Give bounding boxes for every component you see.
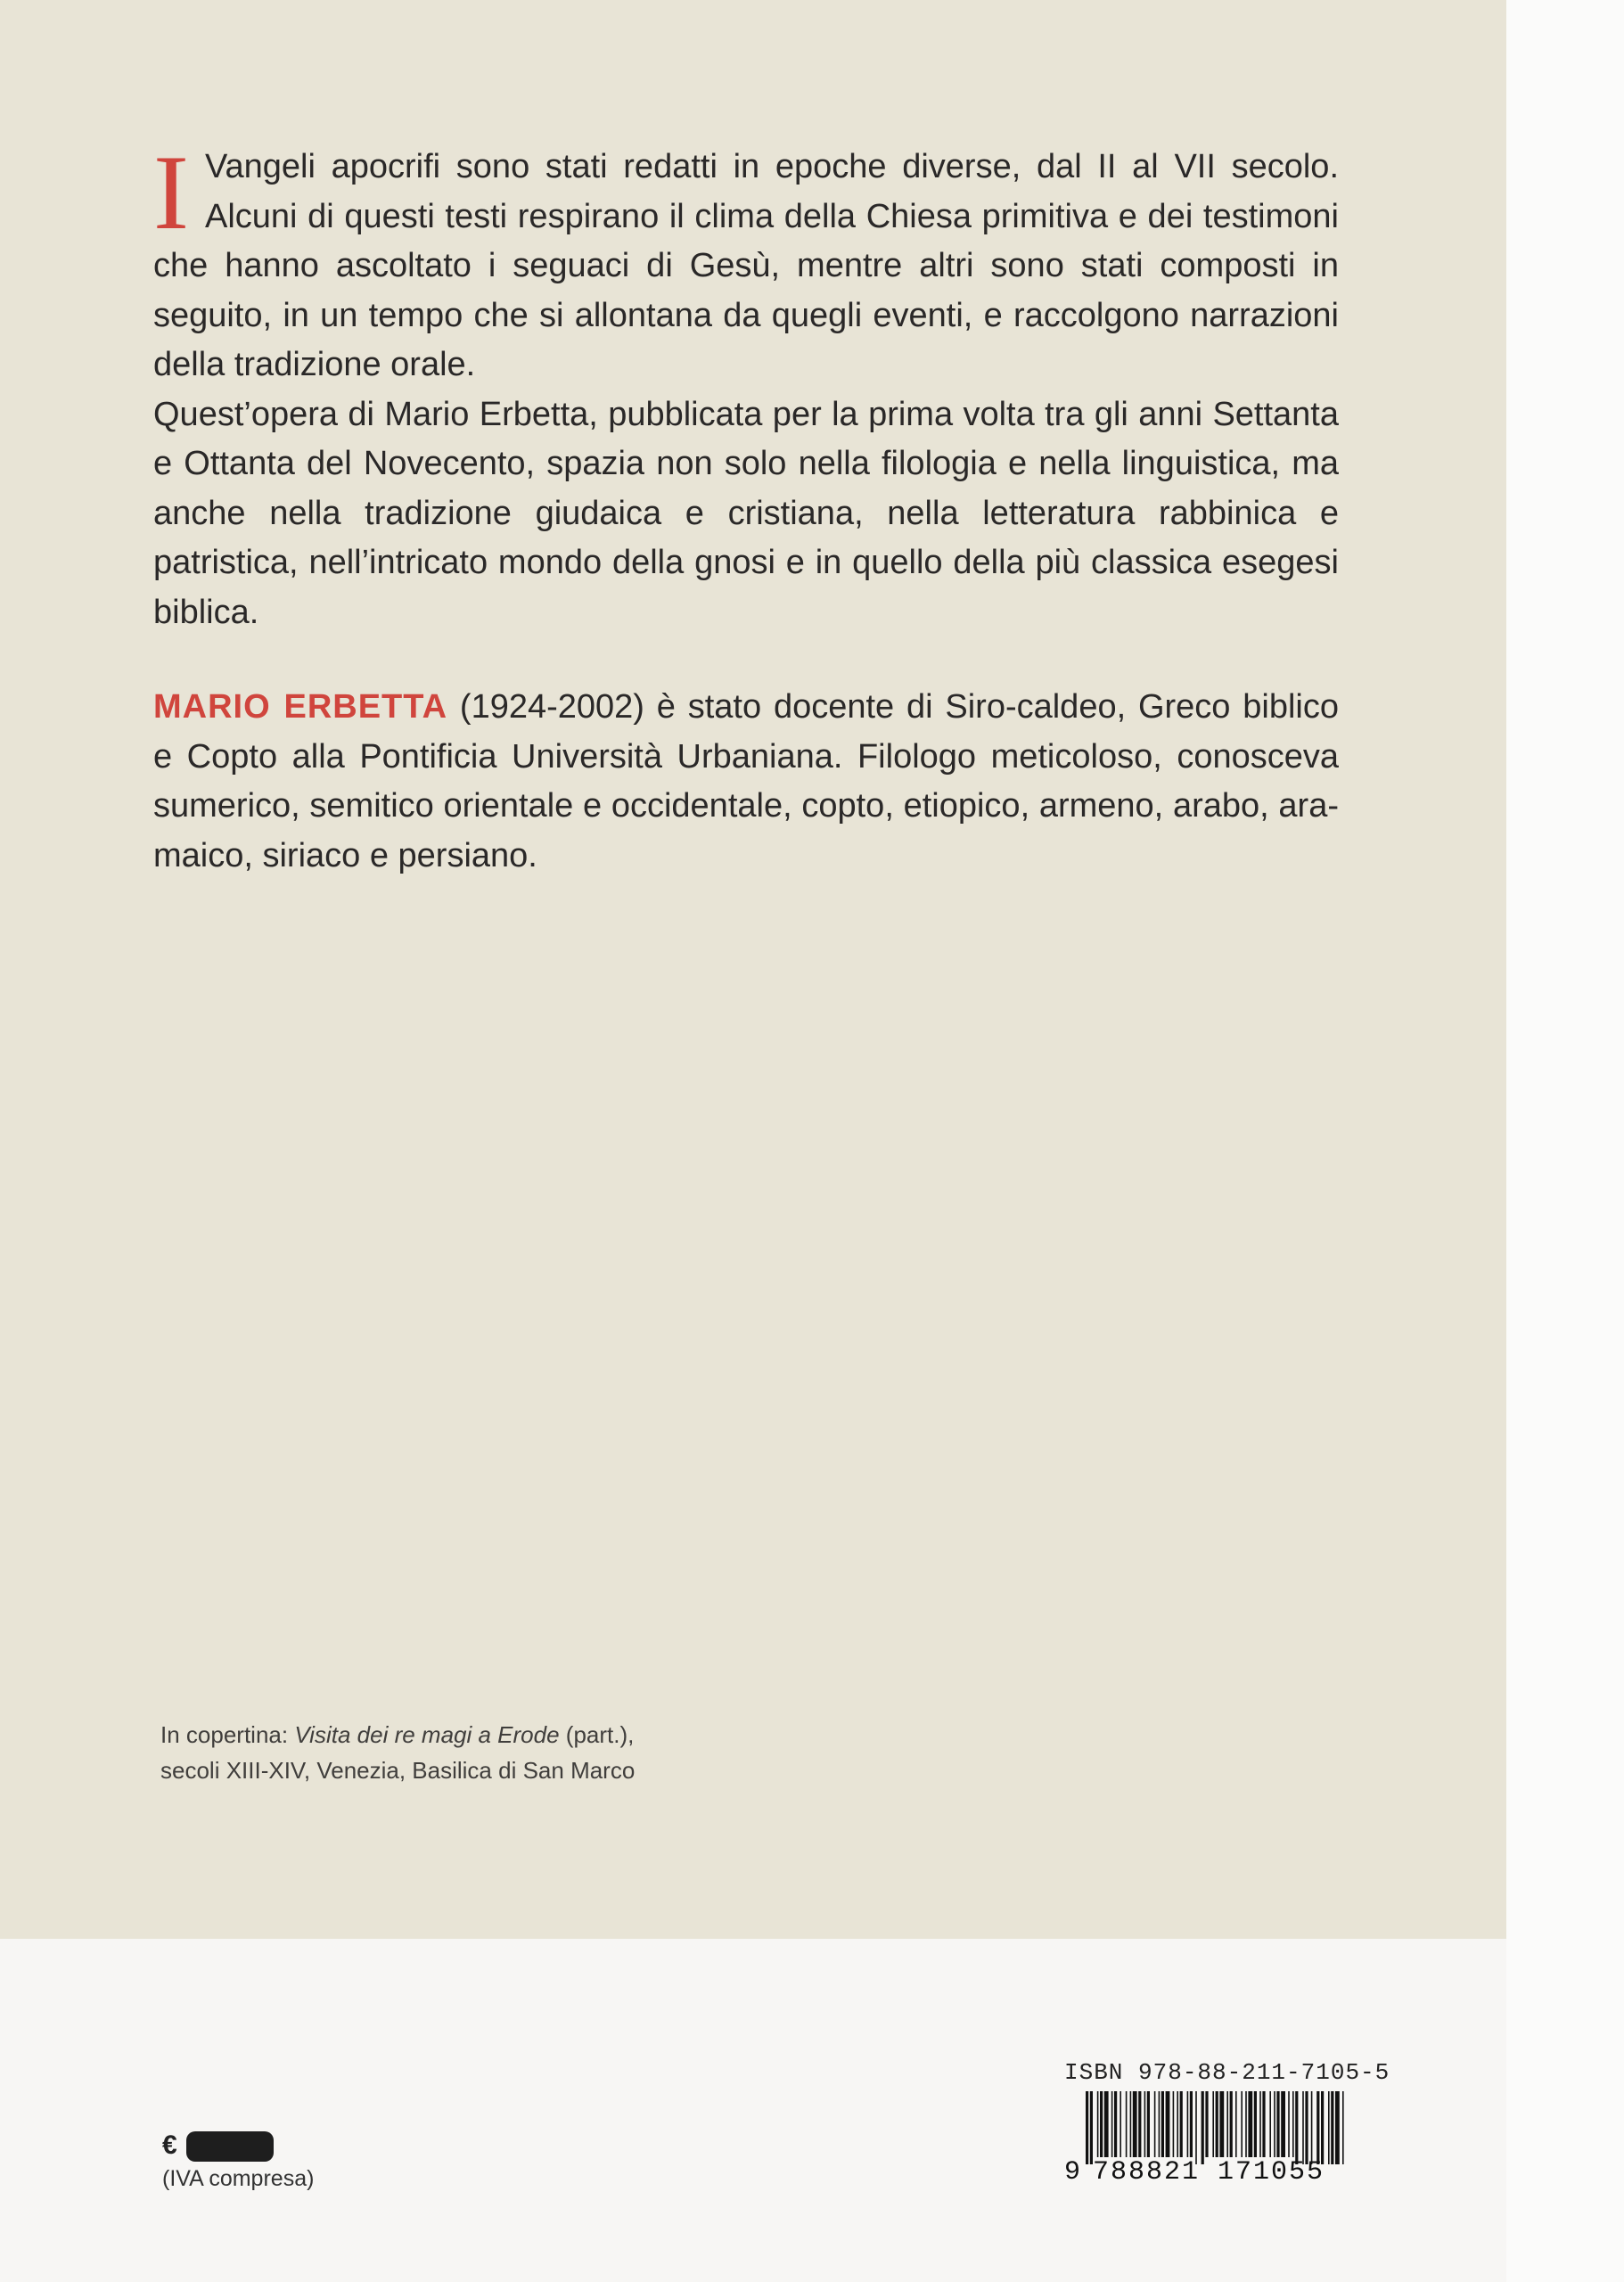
- isbn-label: ISBN 978-88-211-7105-5: [1064, 2059, 1390, 2086]
- vat-note: (IVA compresa): [162, 2166, 315, 2191]
- barcode-bar: [1154, 2091, 1156, 2157]
- barcode-bar: [1328, 2091, 1330, 2164]
- barcode-bar: [1202, 2091, 1204, 2164]
- barcode-bar: [1248, 2091, 1252, 2157]
- barcode-bar: [1295, 2091, 1298, 2164]
- barcode-digits: 788821 171055: [1093, 2157, 1325, 2188]
- barcode-bar: [1254, 2091, 1257, 2157]
- barcode-bar: [1111, 2091, 1113, 2157]
- barcode-bar: [1205, 2091, 1208, 2157]
- barcode-bar: [1133, 2091, 1137, 2157]
- barcode-bar: [1114, 2091, 1117, 2157]
- barcode-bar: [1305, 2091, 1308, 2164]
- barcode-bar: [1335, 2091, 1340, 2164]
- author-name: MARIO ERBETTA: [153, 688, 448, 726]
- barcode-bar: [1331, 2091, 1333, 2164]
- barcode-bar: [1120, 2091, 1121, 2157]
- barcode-bar: [1302, 2091, 1304, 2164]
- barcode-bar: [1144, 2091, 1146, 2157]
- barcode-bar: [1342, 2091, 1344, 2164]
- barcode-bar: [1195, 2091, 1197, 2164]
- obscured-price-sticker: [186, 2131, 274, 2162]
- barcode-bar: [1159, 2091, 1161, 2157]
- cover-credit: [160, 1717, 784, 1788]
- barcode-bar: [1321, 2091, 1324, 2164]
- barcode-bar: [1190, 2091, 1193, 2157]
- barcode-bar: [1316, 2091, 1319, 2164]
- cover-artwork-title: Visita dei re magi a Erode: [294, 1721, 560, 1748]
- barcode-bar: [1216, 2091, 1218, 2157]
- cover-credit-line-2: secoli XIII-XIV, Venezia, Basilica di San Marco: [160, 1757, 636, 1784]
- cover-credit-prefix: In copertina:: [160, 1721, 295, 1748]
- page-edge: [1506, 0, 1624, 2282]
- barcode-bar: [1311, 2091, 1313, 2164]
- barcode-bar: [1292, 2091, 1294, 2157]
- currency-symbol: €: [162, 2130, 177, 2160]
- barcode-bar: [1086, 2091, 1088, 2164]
- price: [162, 2130, 274, 2162]
- isbn-block: [1064, 2059, 1390, 2193]
- barcode-bar: [1090, 2091, 1093, 2164]
- blurb: [153, 133, 1339, 637]
- barcode-bar: [1241, 2091, 1243, 2157]
- blurb-paragraph-2: Quest’opera di Mario Erbetta, pubblicata per la prima volta tra gli anni Settanta e Ottanta del Novecento, spazia non solo nella filologia e nella linguistica, ma anche nella tradizione giudaica e cristiana, nella letteratura rabbinica e patristica, nell’intricato mondo della gnosi e in quello della più classica esegesi biblica.: [153, 395, 1339, 631]
- barcode-bar: [1161, 2091, 1164, 2157]
- barcode-bar: [1138, 2091, 1141, 2157]
- drop-cap: I: [153, 133, 189, 251]
- barcode-bar: [1269, 2091, 1271, 2157]
- barcode-bar: [1262, 2091, 1265, 2157]
- barcode-bar: [1245, 2091, 1247, 2157]
- barcode-bar: [1180, 2091, 1183, 2157]
- author-bio-text: (1924-2002) è stato docente di Siro-caldeo, Greco biblico e Copto alla Pontificia Università Urbaniana. Filologo meticoloso, conosceva sumerico, semitico orientale e occidentale, copto, etiopico, armeno, arabo, aramaico, siriaco e persiano.: [153, 688, 1339, 874]
- barcode-bar: [1173, 2091, 1175, 2157]
- barcode-bar: [1226, 2091, 1228, 2157]
- barcode-bar: [1104, 2091, 1109, 2157]
- barcode-bar: [1219, 2091, 1224, 2157]
- barcode-bar: [1281, 2091, 1285, 2157]
- cover-credit-suffix: (part.),: [559, 1721, 635, 1748]
- barcode-bar: [1177, 2091, 1178, 2157]
- barcode-bar: [1147, 2091, 1150, 2157]
- barcode-bar: [1212, 2091, 1214, 2157]
- barcode-bar: [1288, 2091, 1290, 2157]
- barcode-bar: [1126, 2091, 1128, 2157]
- barcode-bar: [1130, 2091, 1132, 2157]
- cover-credit-line-1: [160, 1717, 784, 1753]
- barcode-bar: [1100, 2091, 1103, 2157]
- barcode-bar: [1187, 2091, 1189, 2157]
- author-bio: [153, 683, 1339, 881]
- barcode-bar: [1166, 2091, 1170, 2157]
- blurb-paragraph-1: [153, 133, 1339, 390]
- barcode: [1086, 2091, 1346, 2164]
- barcode-bar: [1235, 2091, 1237, 2157]
- barcode-bar: [1259, 2091, 1261, 2157]
- author-bio-paragraph: [153, 683, 1339, 881]
- barcode-first-digit: 9: [1064, 2157, 1081, 2188]
- barcode-bar: [1274, 2091, 1275, 2157]
- barcode-bar: [1230, 2091, 1233, 2157]
- barcode-bar: [1276, 2091, 1279, 2157]
- barcode-bar: [1097, 2091, 1099, 2157]
- blurb-paragraph-1-text: Vangeli apocrifi sono stati redatti in epoche diverse, dal II al VII secolo. Alcuni di questi testi respirano il clima della Chiesa primitiva e dei testimoni che hanno ascoltato i seguaci di Gesù, mentre altri sono stati composti in seguito, in un tempo che si allontana da quegli eventi, e raccolgono narrazioni della tradizione orale.: [153, 148, 1339, 383]
